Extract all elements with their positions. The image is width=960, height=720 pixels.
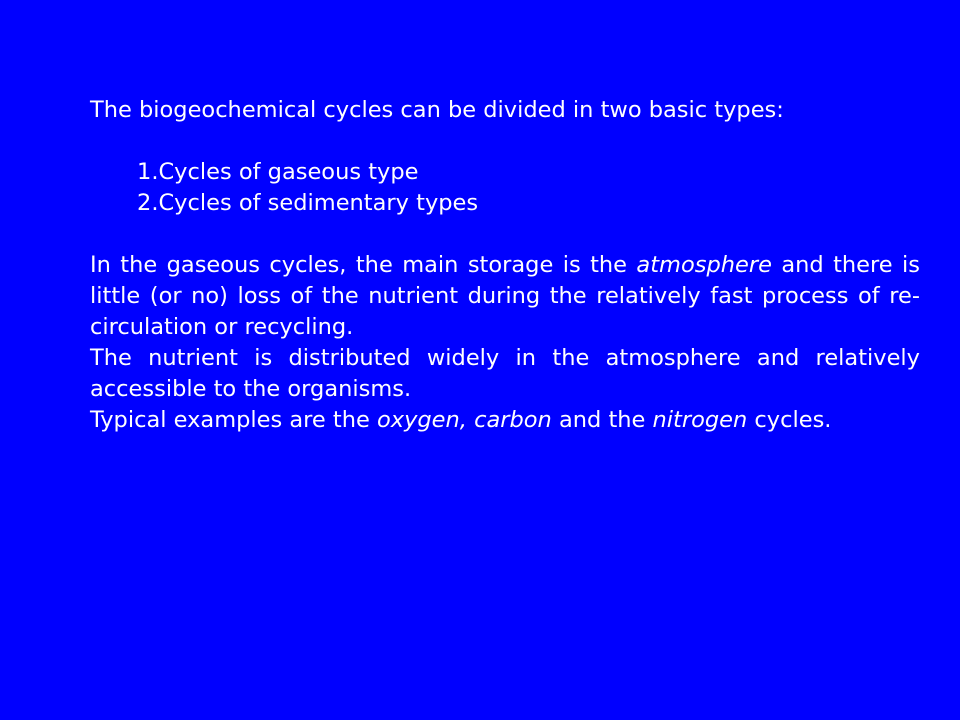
nutrient-distribution-paragraph: The nutrient is distributed widely in the atmosphere and relatively accessible to the organisms. — [90, 345, 920, 402]
text-run: and the — [551, 407, 653, 433]
examples-paragraph — [90, 405, 920, 436]
list-item-number: 2. — [137, 190, 159, 216]
list-item — [137, 157, 920, 188]
cycle-type-list — [137, 157, 920, 219]
emphasis-carbon: carbon — [474, 407, 552, 433]
slide-content — [90, 95, 920, 436]
intro-text: The biogeochemical cycles can be divided in two basic types: — [90, 97, 784, 123]
list-item-label: Cycles of sedimentary types — [158, 190, 479, 216]
text-run: and there is little (or no) loss of the nutrient during the relatively fast process of re-circulation or recycling. — [90, 252, 920, 340]
text-run: cycles. — [747, 407, 832, 433]
list-item-label: Cycles of gaseous type — [158, 159, 419, 185]
text-run: Typical examples are the — [90, 407, 377, 433]
emphasis-oxygen: oxygen, — [377, 407, 467, 433]
list-item-number: 1. — [137, 159, 159, 185]
list-item — [137, 188, 920, 219]
emphasis-atmosphere: atmosphere — [636, 252, 772, 278]
emphasis-nitrogen: nitrogen — [652, 407, 748, 433]
gaseous-cycles-paragraph — [90, 250, 920, 343]
text-run: In the gaseous cycles, the main storage is the — [90, 252, 637, 278]
